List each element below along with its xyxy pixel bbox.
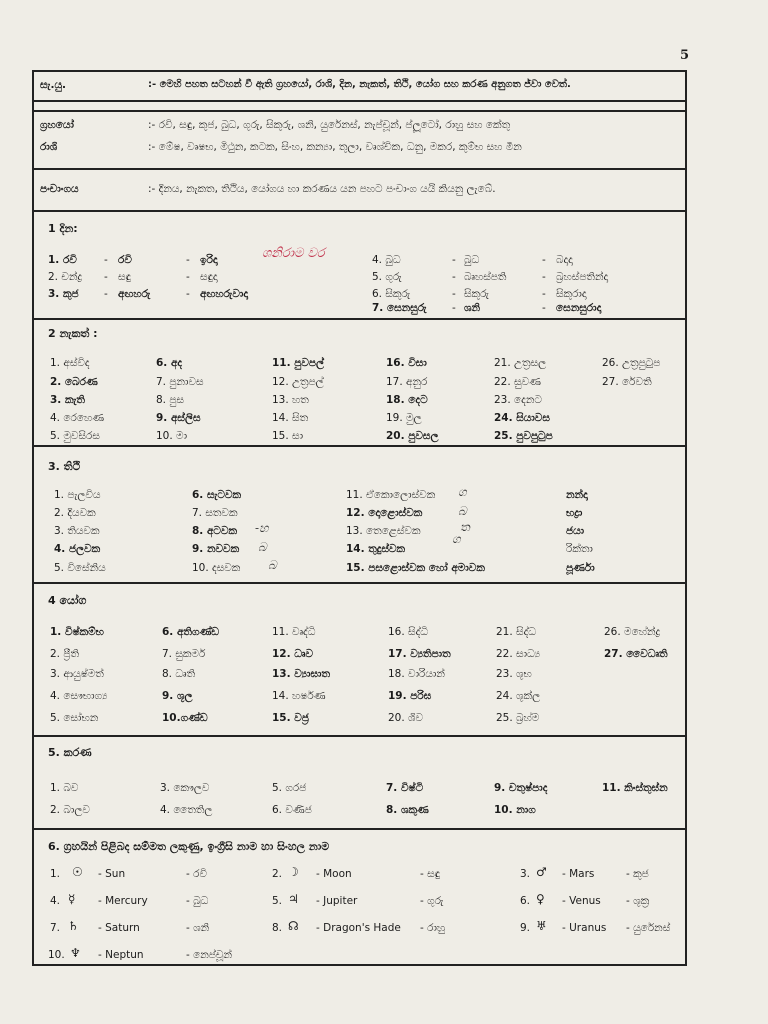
- karana-item: 4. තෛතිල: [160, 804, 213, 816]
- karana-item: 5. ගරජ: [272, 782, 307, 794]
- moon-icon: ☽: [288, 865, 299, 879]
- dash: -: [186, 271, 190, 283]
- signs-text: :- මේෂ, වෘෂභ, මිථුන, කටක, සිංහ, කන්‍යා, තුලා, වෘශ්චික, ධනු, මකර, කුම්භ සහ මීන: [148, 141, 522, 153]
- nakath-item: 17. අනුර: [386, 376, 428, 388]
- dash: -: [104, 288, 108, 300]
- yoga-item: 4. සෞභාග්‍ය: [50, 690, 108, 702]
- dash: -: [452, 288, 456, 300]
- symbol-sinhala: - සඳු: [420, 868, 441, 880]
- symbol-number: 8.: [272, 922, 283, 934]
- dash: -: [542, 254, 546, 266]
- symbol-number: 5.: [272, 895, 283, 907]
- day-planet: සඳු: [118, 271, 131, 283]
- symbol-number: 7.: [50, 922, 61, 934]
- symbol-number: 3.: [520, 868, 531, 880]
- nakath-item: 11. පුවපල්: [272, 357, 325, 369]
- dash: -: [452, 302, 456, 314]
- nakath-item: 9. අස්ලිස: [156, 412, 201, 424]
- tithi-name: රික්තා: [566, 543, 593, 555]
- symbol-english: - Mars: [562, 868, 595, 880]
- symbol-number: 10.: [48, 949, 65, 961]
- yoga-item: 17. ව්‍යතිපාත: [388, 648, 451, 660]
- day-name: 4. බුධ: [372, 254, 401, 266]
- karana-item: 2. බාලව: [50, 804, 90, 816]
- mars-icon: ♂: [536, 865, 547, 879]
- symbol-sinhala: - රාහු: [420, 922, 446, 934]
- abbrev-label: සැ.යු.: [40, 79, 67, 91]
- saturn-icon: ♄: [68, 919, 79, 933]
- nakath-item: 23. දෙනට: [494, 394, 542, 406]
- day-name: 5. ගුරු: [372, 271, 402, 283]
- day-name: 2. චන්ද්‍ර: [48, 271, 83, 283]
- tithi-item: 1. පැලවිය: [54, 489, 101, 501]
- symbol-english: - Uranus: [562, 922, 607, 934]
- symbol-sinhala: - යුරේනස්: [626, 922, 671, 934]
- nakath-item: 19. මුල: [386, 412, 422, 424]
- day-name: 1. රවි: [48, 254, 77, 266]
- divider: [32, 168, 687, 170]
- nakath-item: 15. සා: [272, 430, 304, 442]
- tithi-item: 3. තියවක: [54, 525, 100, 537]
- sun-icon: ☉: [72, 865, 83, 879]
- panchanga-label: පංචාංගය: [40, 183, 79, 195]
- yoga-item: 25. බ්‍රහ්ම: [496, 712, 540, 724]
- yoga-item: 26. මහේන්ද්‍ර: [604, 626, 661, 638]
- symbol-number: 2.: [272, 868, 283, 880]
- symbol-sinhala: - රවි: [186, 868, 208, 880]
- dash: -: [186, 254, 190, 266]
- yoga-item: 24. ශුක්ල: [496, 690, 541, 702]
- abbrev-text: :- මෙහි පහත සටහන් වී ඇති ග්‍රහයෝ, රාශි, දින, නැකත්, තිථි, යෝග සහ කරණ අනුගත ජ්වා වෙත්.: [148, 79, 571, 90]
- divider: [32, 210, 687, 212]
- day-weekday: අඟහරුවාදා: [200, 288, 249, 300]
- day-planet: බෘහස්පති: [464, 271, 507, 283]
- nakath-item: 25. පුවපුටුප: [494, 430, 553, 442]
- handwritten-note: බ: [258, 540, 267, 554]
- tithi-item: 11. ඒකොලොස්වක: [346, 489, 436, 501]
- panchanga-text: :- දිනය, නැකත, තිථිය, යෝගය හා කරණය යන පහට පංචාංග යයි කියනු ලැබේ.: [148, 183, 496, 195]
- karana-item: 9. චතුෂ්පාද: [494, 782, 548, 794]
- symbol-english: - Sun: [98, 868, 126, 880]
- day-planet: ශනි: [464, 302, 481, 314]
- yoga-item: 13. ව්‍යාඝාත: [272, 668, 331, 680]
- tithi-item: 9. නවවක: [192, 543, 240, 555]
- nakath-item: 5. මුවසිරස: [50, 430, 100, 442]
- handwritten-note: ශනිරාම වර: [262, 246, 325, 261]
- handwritten-note: -හ: [255, 521, 269, 535]
- tithi-item: 10. දසවක: [192, 562, 241, 574]
- signs-label: රාශි: [40, 141, 58, 153]
- nakath-item: 3. කැති: [50, 394, 85, 406]
- day-weekday: සෙනසුරාදා: [556, 302, 602, 314]
- dash: -: [104, 271, 108, 283]
- divider: [32, 318, 687, 320]
- dash: -: [542, 302, 546, 314]
- tithi-name: භද්‍රා: [566, 507, 583, 519]
- yoga-item: 18. වාරියාන්: [388, 668, 445, 680]
- nakath-item: 20. පුවසල: [386, 430, 439, 442]
- divider: [32, 582, 687, 584]
- yoga-item: 8. ධෘති: [162, 668, 196, 680]
- symbol-sinhala: - ශුක්‍ර: [626, 895, 650, 907]
- nakath-item: 8. පුස: [156, 394, 185, 406]
- yoga-item: 6. අතිගණ්ඩ: [162, 626, 220, 638]
- symbols-title: 6. ග්‍රහයින් පිළිබද සම්මත ලකුණු, ඉංග්‍රීසි නාම හා සිංහල නාම: [48, 840, 330, 853]
- day-weekday: ඉරිදා: [200, 254, 218, 266]
- tithi-item: 15. පසළොස්වක හෝ අමාවක: [346, 562, 485, 574]
- tithi-item: 12. දොළොස්වක: [346, 507, 423, 519]
- divider: [32, 110, 687, 112]
- planets-label: ග්‍රහයෝ: [40, 119, 74, 131]
- symbol-number: 6.: [520, 895, 531, 907]
- tithi-item: 13. තෙළෙස්වක: [346, 525, 421, 537]
- yoga-item: 14. හර්ෂණ: [272, 690, 326, 702]
- nakath-item: 16. විසා: [386, 357, 427, 369]
- tithi-item: 7. සතවක: [192, 507, 238, 519]
- nakath-item: 27. රේවති: [602, 376, 652, 388]
- yoga-title: 4 යෝග: [48, 594, 87, 607]
- yoga-item: 11. වෘද්ධි: [272, 626, 316, 638]
- symbol-sinhala: - කුජ: [626, 868, 649, 880]
- tithi-title: 3. තිථි: [48, 460, 81, 473]
- tithi-item: 6. සැටවක: [192, 489, 242, 501]
- day-weekday: බදාදා: [556, 254, 573, 266]
- neptune-icon: ♆: [70, 946, 81, 960]
- nakath-item: 14. සිත: [272, 412, 309, 424]
- divider: [32, 100, 687, 102]
- karana-item: 10. නාග: [494, 804, 536, 816]
- tithi-item: 14. තුදුස්වක: [346, 543, 406, 555]
- divider: [32, 735, 687, 737]
- symbol-english: - Moon: [316, 868, 352, 880]
- tithi-item: 4. ජලවක: [54, 543, 101, 555]
- nakath-item: 1. අස්විද: [50, 357, 90, 369]
- tithi-item: 5. විසේනිය: [54, 562, 106, 574]
- nakath-item: 12. උත්‍රපල්: [272, 376, 324, 388]
- uranus-icon: ♅: [536, 919, 547, 933]
- symbol-english: - Neptun: [98, 949, 144, 961]
- yoga-item: 2. ප්‍රීති: [50, 648, 79, 660]
- symbol-english: - Dragon's Hade: [316, 922, 401, 934]
- nakath-item: 2. බෙරණ: [50, 376, 98, 388]
- karana-item: 11. කිංස්තුඝ්න: [602, 782, 668, 794]
- symbol-sinhala: - ශනි: [186, 922, 210, 934]
- nakath-item: 26. උත්‍රපුටුප: [602, 357, 661, 369]
- day-planet: සිකුරු: [464, 288, 489, 300]
- nakath-item: 4. රෙහෙණ: [50, 412, 105, 424]
- yoga-item: 23. ශුභ: [496, 668, 532, 680]
- symbol-english: - Saturn: [98, 922, 140, 934]
- nakath-item: 22. සුවණ: [494, 376, 541, 388]
- day-weekday: සිකුරාදා: [556, 288, 587, 300]
- day-name: 3. කුජ: [48, 288, 79, 300]
- symbol-sinhala: - බුධ: [186, 895, 209, 907]
- yoga-item: 12. ධෘව: [272, 648, 314, 660]
- symbol-english: - Mercury: [98, 895, 148, 907]
- day-name: 7. සෙනසුරු: [372, 302, 427, 314]
- nakath-item: 6. අද: [156, 357, 183, 369]
- nakath-item: 24. සියාවස: [494, 412, 550, 424]
- dragon-head-icon: ☊: [288, 919, 299, 933]
- venus-icon: ♀: [536, 892, 545, 906]
- tithi-name: පූර්ණා: [566, 562, 595, 574]
- handwritten-note: ග: [458, 485, 467, 499]
- nakath-title: 2 නැකත් :: [48, 327, 98, 340]
- symbol-sinhala: - ගුරු: [420, 895, 444, 907]
- divider: [32, 828, 687, 830]
- tithi-item: 8. අටවක: [192, 525, 238, 537]
- yoga-item: 20. ශිව: [388, 712, 424, 724]
- tithi-name: නන්දා: [566, 489, 588, 501]
- yoga-item: 9. ශූල: [162, 690, 193, 702]
- symbol-english: - Venus: [562, 895, 601, 907]
- dash: -: [542, 271, 546, 283]
- mercury-icon: ☿: [68, 892, 76, 906]
- nakath-item: 18. දෙට: [386, 394, 428, 406]
- symbol-sinhala: - නෙප්චූන්: [186, 949, 232, 961]
- karana-item: 3. කෞලව: [160, 782, 210, 794]
- symbol-number: 1.: [50, 868, 61, 880]
- karana-item: 7. විෂ්ටි: [386, 782, 424, 794]
- yoga-item: 1. විෂ්කම්භ: [50, 626, 104, 638]
- yoga-item: 10.ගණ්ඩ: [162, 712, 208, 724]
- symbol-number: 4.: [50, 895, 61, 907]
- yoga-item: 16. සිද්ධි: [388, 626, 429, 638]
- handwritten-note: බ: [458, 504, 467, 518]
- dash: -: [104, 254, 108, 266]
- days-title: 1 දින:: [48, 222, 78, 235]
- tithi-name: ජයා: [566, 525, 585, 537]
- dash: -: [542, 288, 546, 300]
- dash: -: [452, 254, 456, 266]
- yoga-item: 7. සුකර්ම: [162, 648, 206, 660]
- nakath-item: 13. හත: [272, 394, 309, 406]
- yoga-item: 21. සිද්ධ: [496, 626, 537, 638]
- day-name: 6. සිකුරු: [372, 288, 411, 300]
- yoga-item: 19. පරිඝ: [388, 690, 432, 702]
- yoga-item: 27. වෛධෘති: [604, 648, 668, 660]
- tithi-item: 2. දියවක: [54, 507, 96, 519]
- yoga-item: 22. සාධ්‍ය: [496, 648, 541, 660]
- nakath-item: 10. මා: [156, 430, 188, 442]
- handwritten-note: ත: [460, 520, 470, 534]
- dash: -: [452, 271, 456, 283]
- day-planet: රවි: [118, 254, 132, 266]
- yoga-item: 15. වජ්‍ර: [272, 712, 309, 724]
- karana-item: 1. බව: [50, 782, 79, 794]
- day-planet: බුධ: [464, 254, 480, 266]
- jupiter-icon: ♃: [288, 892, 299, 906]
- nakath-item: 7. පුනාවස: [156, 376, 204, 388]
- karana-title: 5. කරණ: [48, 746, 92, 759]
- divider: [32, 445, 687, 447]
- karana-item: 6. වණිජ: [272, 804, 312, 816]
- page-number: 5: [680, 48, 690, 63]
- yoga-item: 5. සෝභන: [50, 712, 99, 724]
- nakath-item: 21. උත්‍රසල: [494, 357, 547, 369]
- day-weekday: සඳුදා: [200, 271, 218, 283]
- dash: -: [186, 288, 190, 300]
- symbol-number: 9.: [520, 922, 531, 934]
- handwritten-note: බ: [268, 558, 277, 572]
- karana-item: 8. ශකුණ: [386, 804, 429, 816]
- day-planet: අඟහරු: [118, 288, 151, 300]
- yoga-item: 3. ආයුෂ්මත්: [50, 668, 104, 680]
- day-weekday: බ්‍රහස්පතින්දා: [556, 271, 609, 283]
- planets-text: :- රවි, සඳු, කුජ, බුධ, ගුරු, සිකුරු, ශනි, යුරේනස්, නැප්චූන්, ප්ලූටෝ, රාහු සහ කේතු: [148, 119, 511, 131]
- handwritten-note: ග: [452, 532, 461, 546]
- symbol-english: - Jupiter: [316, 895, 358, 907]
